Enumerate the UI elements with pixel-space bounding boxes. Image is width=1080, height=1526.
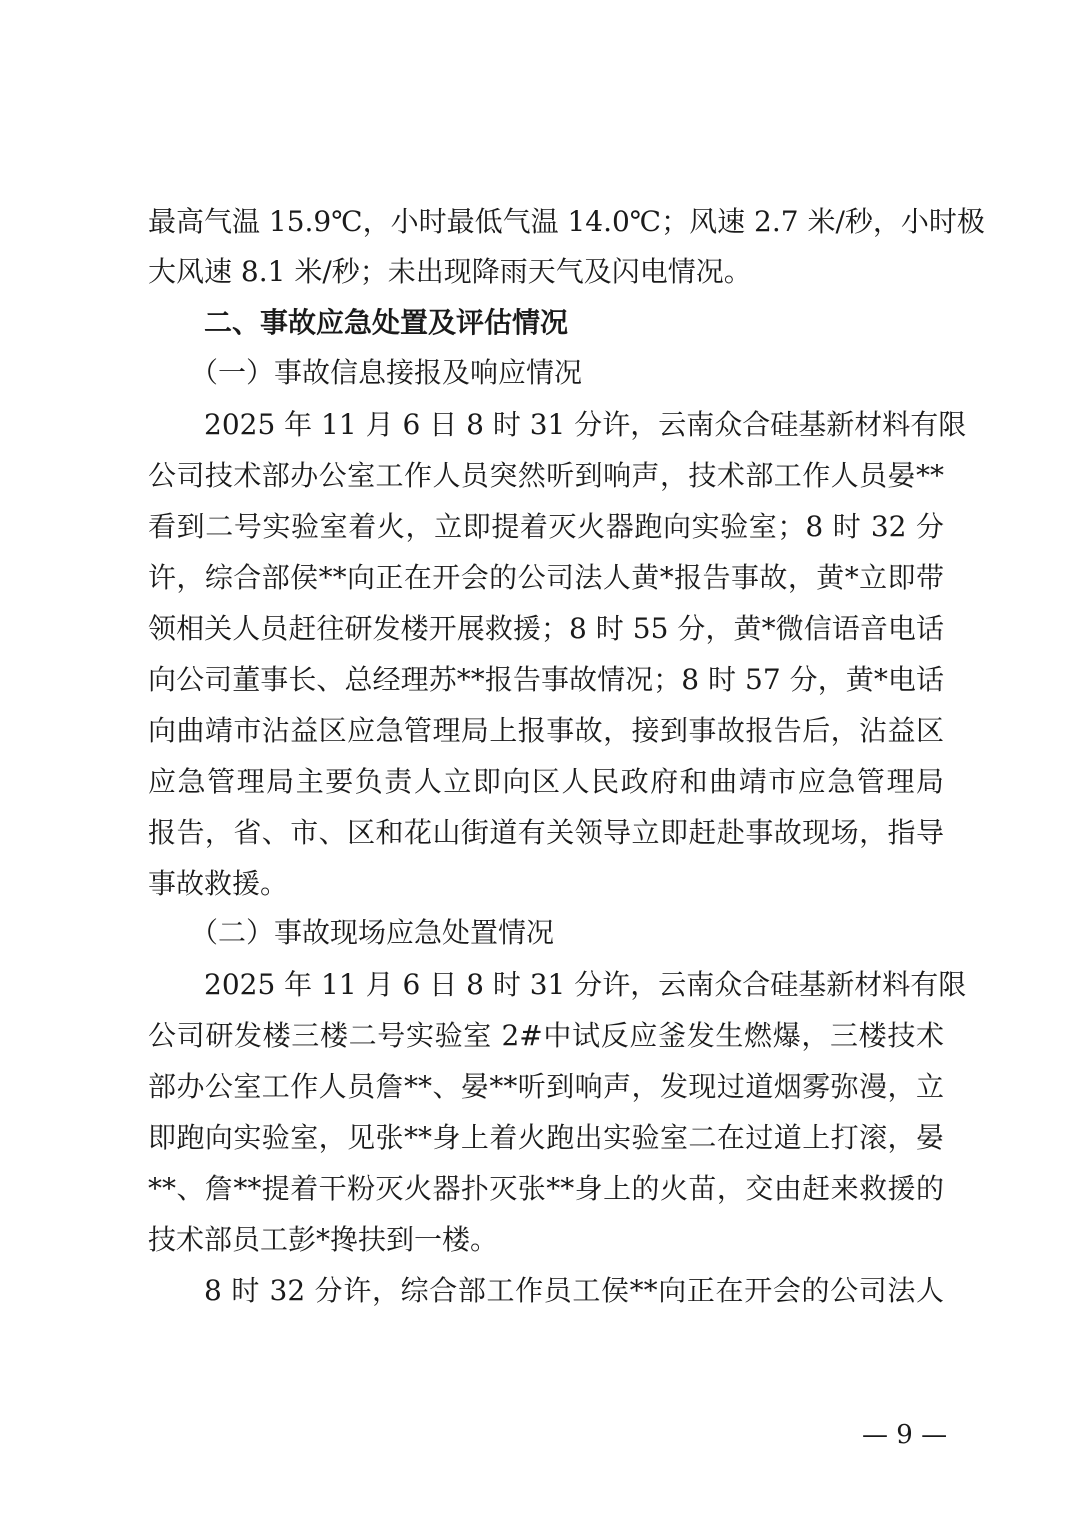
body-text-line: 2025 年 11 月 6 日 8 时 31 分许，云南众合硅基新材料有限 xyxy=(204,408,967,441)
body-text-line: 技术部员工彭*搀扶到一楼。 xyxy=(148,1223,499,1256)
body-text-line: 即跑向实验室，见张**身上着火跑出实验室二在过道上打滚，晏 xyxy=(148,1121,944,1154)
body-text-line: 部办公室工作人员詹**、晏**听到响声，发现过道烟雾弥漫，立 xyxy=(148,1070,944,1103)
body-text-line: 向曲靖市沾益区应急管理局上报事故，接到事故报告后，沾益区 xyxy=(148,714,944,747)
body-text-line: 公司研发楼三楼二号实验室 2#中试反应釜发生燃爆，三楼技术 xyxy=(148,1019,944,1052)
body-text-line: 2025 年 11 月 6 日 8 时 31 分许，云南众合硅基新材料有限 xyxy=(204,968,967,1001)
body-text-line: 许，综合部侯**向正在开会的公司法人黄*报告事故，黄*立即带 xyxy=(148,561,944,594)
body-text-line: 应急管理局主要负责人立即向区人民政府和曲靖市应急管理局 xyxy=(148,765,944,798)
body-text-line: 领相关人员赶往研发楼开展救援；8 时 55 分，黄*微信语音电话 xyxy=(148,612,944,645)
page-number: — 9 — xyxy=(862,1420,948,1450)
body-text-line: 事故救援。 xyxy=(148,867,289,900)
body-text-line: 最高气温 15.9℃，小时最低气温 14.0℃；风速 2.7 米/秒，小时极 xyxy=(148,205,985,238)
body-text-line: 大风速 8.1 米/秒；未出现降雨天气及闪电情况。 xyxy=(148,255,752,288)
section-heading: 二、事故应急处置及评估情况 xyxy=(204,306,569,339)
subsection-heading: （二）事故现场应急处置情况 xyxy=(190,916,555,949)
body-text-line: **、詹**提着干粉灭火器扑灭张**身上的火苗，交由赶来救援的 xyxy=(148,1172,944,1205)
body-text-line: 看到二号实验室着火，立即提着灭火器跑向实验室；8 时 32 分 xyxy=(148,510,944,543)
subsection-heading: （一）事故信息接报及响应情况 xyxy=(190,356,583,389)
body-text-line: 公司技术部办公室工作人员突然听到响声，技术部工作人员晏** xyxy=(148,459,944,492)
body-text-line: 8 时 32 分许，综合部工作员工侯**向正在开会的公司法人 xyxy=(204,1274,944,1307)
body-text-line: 向公司董事长、总经理苏**报告事故情况；8 时 57 分，黄*电话 xyxy=(148,663,944,696)
body-text-line: 报告，省、市、区和花山街道有关领导立即赶赴事故现场，指导 xyxy=(148,816,944,849)
